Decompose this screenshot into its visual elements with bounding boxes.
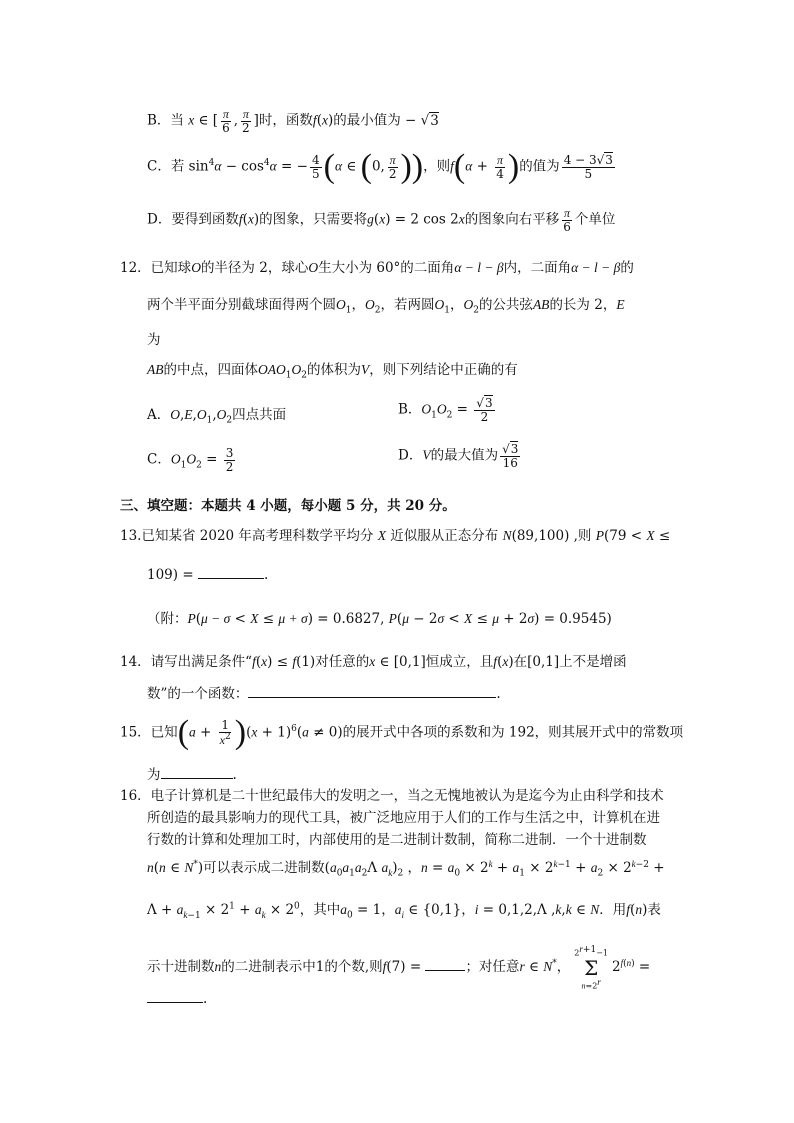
- q12-line4: AB的中点，四面体$OAO_1O_2$的体积为V，则下列结论中正确的有: [147, 362, 518, 381]
- q16-line3: 行数的计算和处理加工时，内部使用的是二进制计数制，简称二进制．一个十进制数: [147, 832, 647, 848]
- q16-line2: 所创造的最具影响力的现代工具，被广泛地应用于人们的工作与生活之中，计算机在进: [147, 810, 660, 826]
- q12-line1: 12．已知球O的半径为 2，球心O生大小为 60°的二面角α − l − β内，二面角α − l − β的: [120, 260, 634, 276]
- q12-option-b: B．$O_1O_2$ = $\frac{√3}{2}$: [398, 396, 493, 424]
- q12-option-a: A．$O,E,O_1,O_2$四点共面: [147, 407, 287, 426]
- q16-line4: n(n ∈ N*)可以表示成二进制数($a_0a_1a_2\Lambda$ $a_k)_2$ ，$n = a_0 \times 2^k + a_1 \times 2^{k-1} + a_2 \times 2^{k-2}$ +: [147, 858, 665, 879]
- q12-line2: 两个半平面分别截球面得两个圆$O_1$，$O_2$，若两圆$O_1$，$O_2$的公共弦AB的长为 2，E: [147, 297, 625, 316]
- q12-option-d: D．V的最大值为 $\frac{√3}{16}$: [398, 442, 519, 470]
- q12-option-c: C．$O_1O_2$ = $\frac{3}{2}$: [147, 446, 234, 474]
- q14-answer-blank[interactable]: [248, 685, 496, 698]
- q13-line1: 13.已知某省 2020 年高考理科数学平均分 X 近似服从正态分布 N(89,100) ,则 P(79 < X ≤: [120, 528, 671, 544]
- summation-symbol: $2^{r+1}-1$ Σ $n=2^r$: [574, 944, 608, 991]
- q16-line7: .: [147, 990, 207, 1007]
- q11-option-b: B．当 x ∈ [ $\frac{\pi}{6}$ , $\frac{\pi}{2}$ ]时，函数f(x)的最小值为 − √3: [147, 107, 439, 135]
- q14-line2: 数”的一个函数： .: [147, 686, 501, 702]
- q15-line1: 15．已知(a + $\frac{1}{x^2}$ )$(x + 1)^6(a \ne 0)$的展开式中各项的系数和为 192，则其展开式中的常数项: [120, 714, 684, 751]
- q15-answer-blank[interactable]: [161, 766, 233, 779]
- q16-answer-blank-1[interactable]: [425, 958, 465, 971]
- q16-line1: 16．电子计算机是二十世纪最伟大的发明之一，当之无愧地被认为是迄今为止由科学和技术: [120, 788, 664, 804]
- q12-line3: 为: [147, 332, 161, 348]
- q11-option-c: C．若 $\sin^4\alpha - \cos^4\alpha$ = − $\frac{4}{5}$ (α ∈ (0, $\frac{\pi}{2}$ ))，则f(α + $\frac{\pi}{4}$ )的值为 $\frac{4 - 3√3}{5}$: [147, 148, 613, 185]
- q13-note: （附：P(μ − σ < X ≤ μ + σ) = 0.6827, P(μ − 2σ < X ≤ μ + 2σ) = 0.9545): [147, 611, 612, 627]
- q15-line2: 为 .: [147, 767, 237, 783]
- q16-answer-blank-2[interactable]: [147, 990, 203, 1003]
- q16-line6: 示十进制数n的二进制表示中1的个数,则f(7) = ；对任意r ∈ N*， $2^{r+1}-1$ Σ $n=2^r$ $2^{f(n)}$ =: [147, 944, 651, 991]
- q11-option-d: D．要得到函数f(x)的图象，只需要将g(x) = 2 cos 2x的图象向右平移 $\frac{\pi}{6}$ 个单位: [147, 206, 616, 234]
- q14-line1: 14．请写出满足条件“f(x) ≤ f(1)对任意的x ∈ [0,1]恒成立，且f(x)在[0,1]上不是增函: [120, 654, 627, 670]
- q13-line2: 109) = .: [147, 567, 269, 583]
- section-heading: 三、填空题：本题共 4 小题，每小题 5 分，共 20 分。: [120, 498, 456, 514]
- q13-answer-blank[interactable]: [198, 566, 264, 579]
- q16-line5: $\Lambda + a_{k-1} \times 2^1 + a_k \times 2^0$，其中$a_0 = 1$，$a_i$ ∈ {0,1}，i = 0,1,2,Λ ,k,k ∈ N．用f(n)表: [147, 901, 661, 921]
